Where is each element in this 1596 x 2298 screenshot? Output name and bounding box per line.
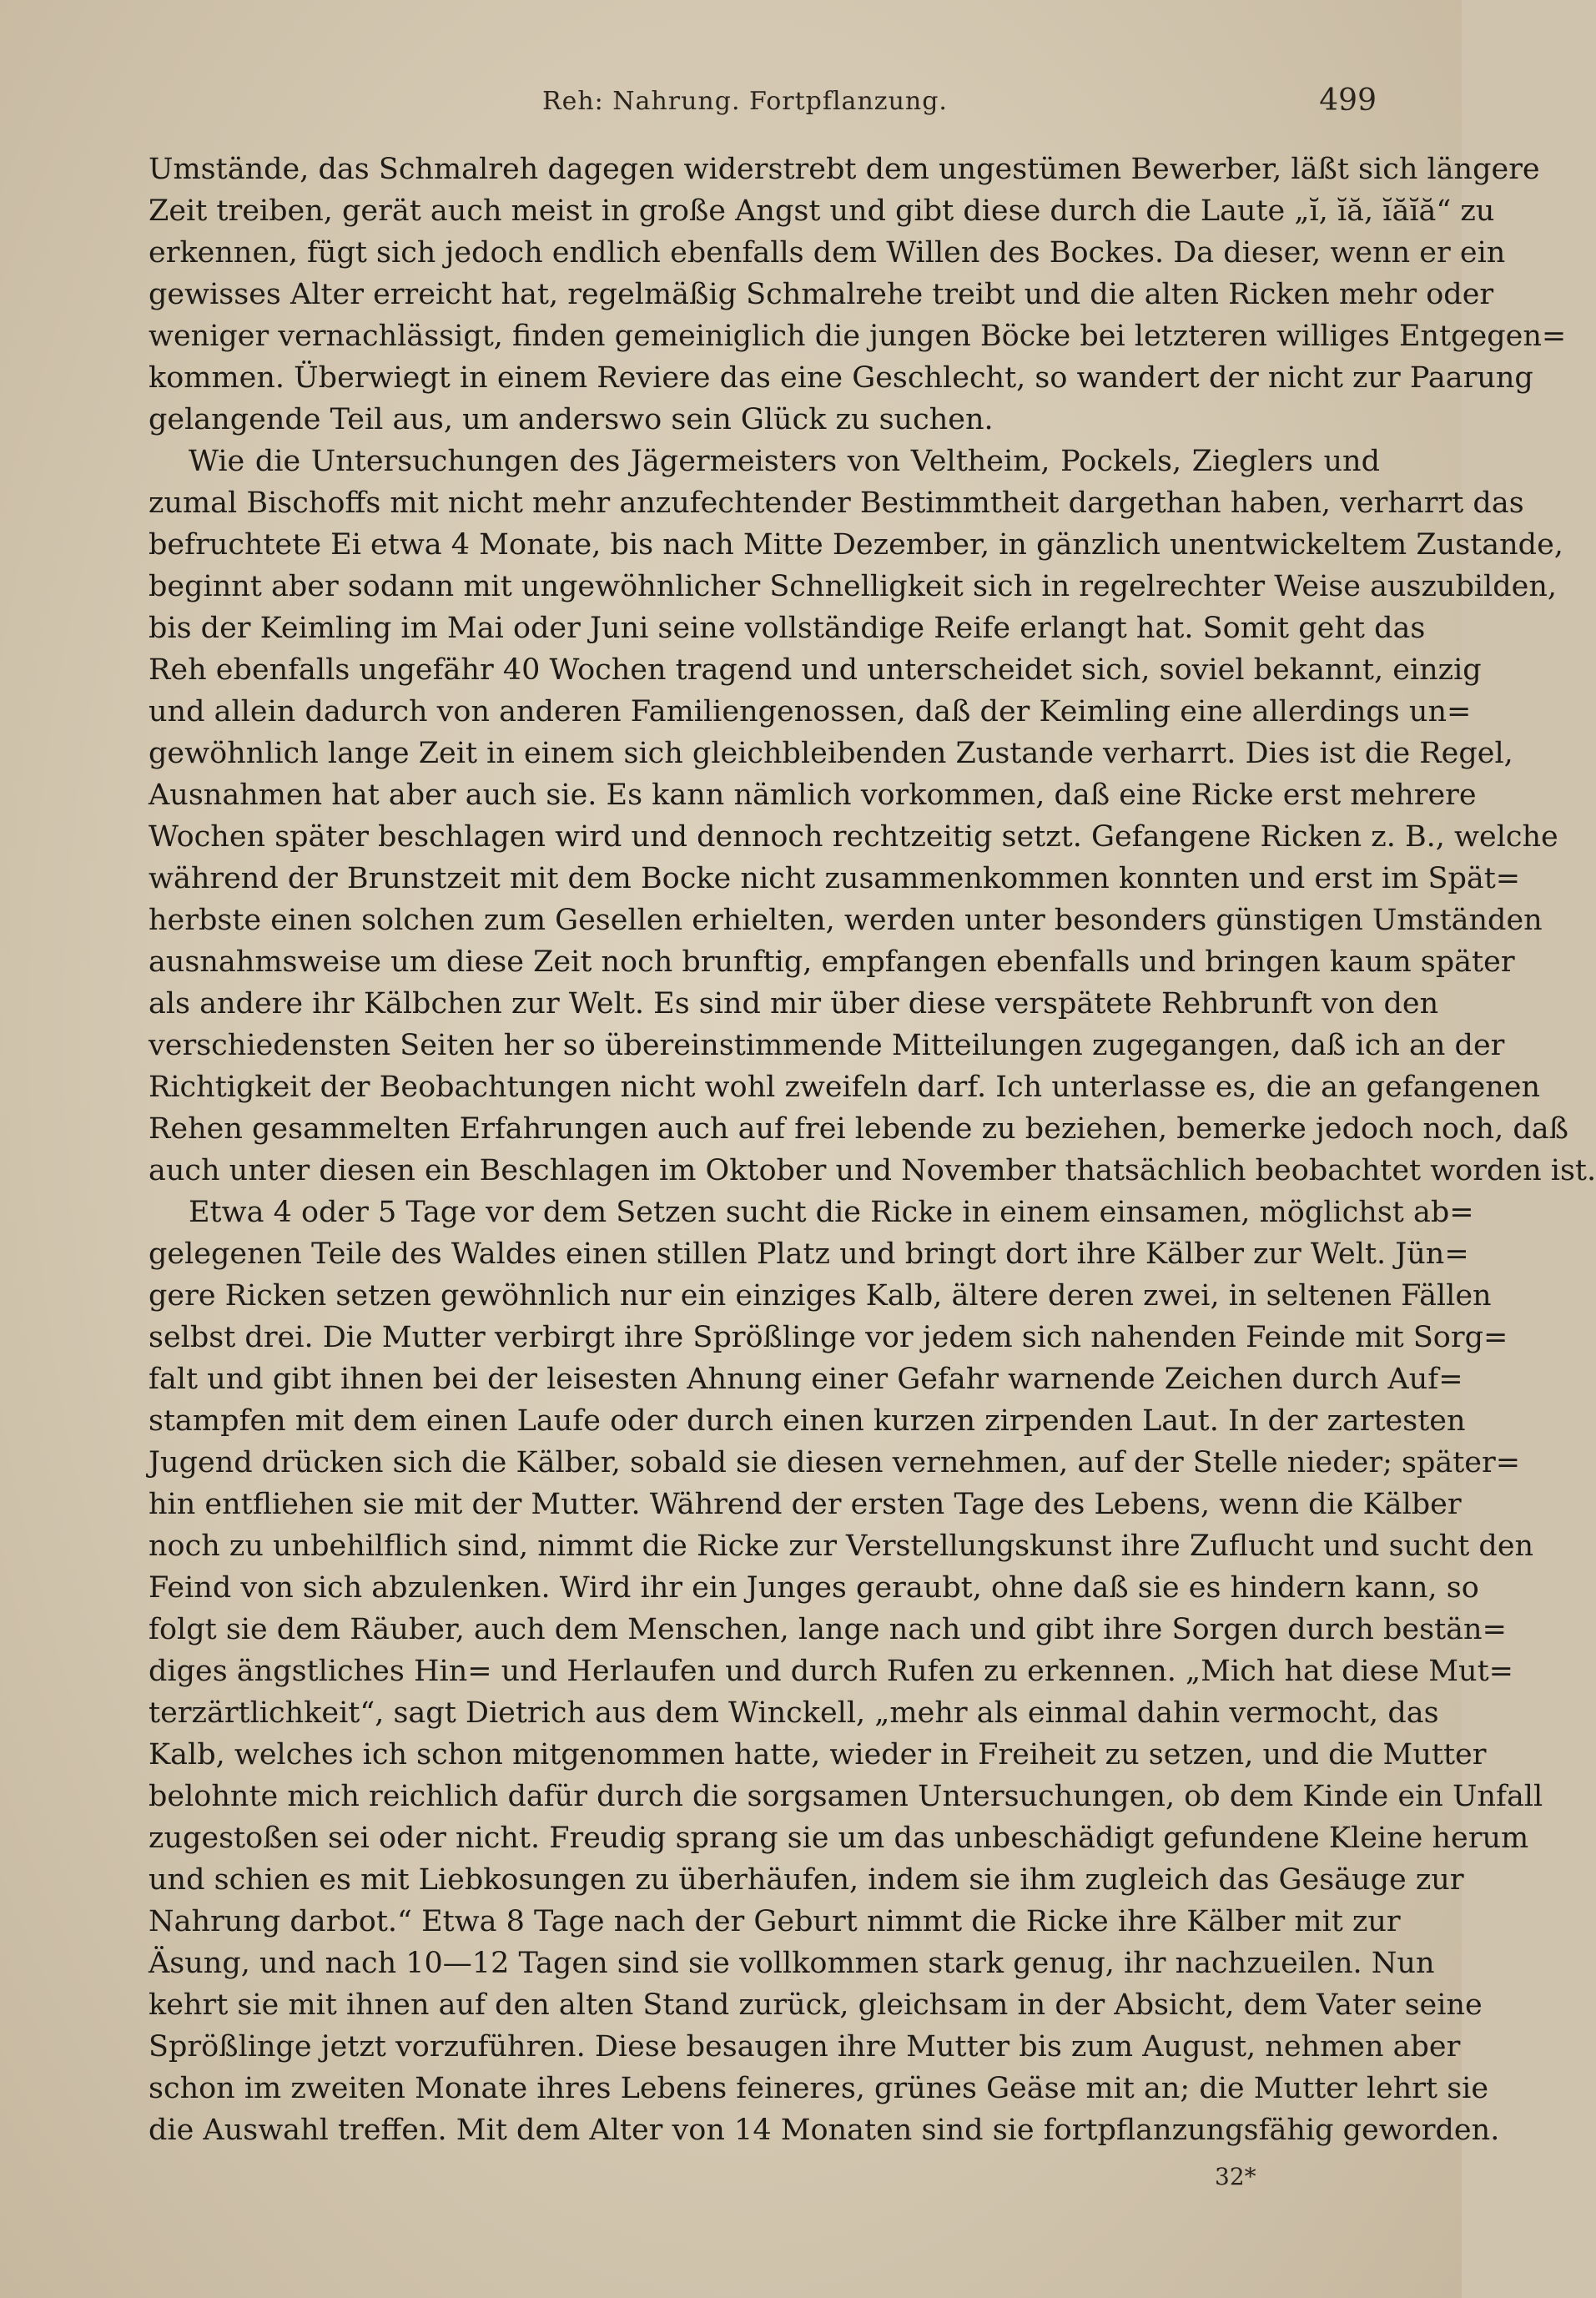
text-line: schon im zweiten Monate ihres Lebens feineres, grünes Geäse mit an; die Mutter lehrt sie [149,2072,1489,2105]
text-line: Nahrung darbot.“ Etwa 8 Tage nach der Geburt nimmt die Ricke ihre Kälber mit zur [149,1905,1401,1938]
text-line: beginnt aber sodann mit ungewöhnlicher Schnelligkeit sich in regelrechter Weise auszubilden, [149,570,1558,603]
text-line: hin entfliehen sie mit der Mutter. Während der ersten Tage des Lebens, wenn die Kälber [149,1488,1462,1521]
body-text [149,149,1596,2151]
text-line: auch unter diesen ein Beschlagen im Oktober und November thatsächlich beobachtet worden ist. [149,1154,1596,1187]
text-line: und allein dadurch von anderen Familiengenossen, daß der Keimling eine allerdings un= [149,695,1472,728]
text-line: noch zu unbehilflich sind, nimmt die Ricke zur Verstellungskunst ihre Zuflucht und sucht den [149,1529,1534,1563]
text-line: und schien es mit Liebkosungen zu überhäufen, indem sie ihm zugleich das Gesäuge zur [149,1863,1464,1897]
text-line: Reh ebenfalls ungefähr 40 Wochen tragend und unterscheidet sich, soviel bekannt, einzig [149,653,1482,687]
text-line: Jugend drücken sich die Kälber, sobald sie diesen vernehmen, auf der Stelle nieder; später= [149,1446,1521,1479]
text-line: gelegenen Teile des Waldes einen stillen Platz und bringt dort ihre Kälber zur Welt. Jün= [149,1237,1469,1271]
text-line: selbst drei. Die Mutter verbirgt ihre Sprößlinge vor jedem sich nahenden Feinde mit Sorg= [149,1321,1508,1354]
page-number: 499 [1319,83,1377,118]
text-line: gewisses Alter erreicht hat, regelmäßig Schmalrehe treibt und die alten Ricken mehr oder [149,278,1494,311]
text-line: weniger vernachlässigt, finden gemeiniglich die jungen Böcke bei letzteren williges Entgegen= [149,320,1567,353]
text-line: Etwa 4 oder 5 Tage vor dem Setzen sucht die Ricke in einem einsamen, möglichst ab= [189,1196,1474,1229]
text-line: erkennen, fügt sich jedoch endlich ebenfalls dem Willen des Bockes. Da dieser, wenn er ein [149,236,1506,270]
running-header [150,83,1377,123]
text-line: verschiedensten Seiten her so übereinstimmende Mitteilungen zugegangen, daß ich an der [149,1029,1505,1062]
text-line: als andere ihr Kälbchen zur Welt. Es sind mir über diese verspätete Rehbrunft von den [149,987,1439,1020]
paragraph [149,1192,1543,2151]
text-line: Zeit treiben, gerät auch meist in große Angst und gibt diese durch die Laute „ĭ, ĭă, ĭăĭă“ zu [149,194,1495,228]
text-line: Umstände, das Schmalreh dagegen widerstrebt dem ungestümen Bewerber, läßt sich längere [149,153,1540,186]
text-line: kehrt sie mit ihnen auf den alten Stand zurück, gleichsam in der Absicht, dem Vater seine [149,1988,1483,2022]
text-line: folgt sie dem Räuber, auch dem Menschen, lange nach und gibt ihre Sorgen durch bestän= [149,1613,1507,1646]
text-line: zugestoßen sei oder nicht. Freudig sprang sie um das unbeschädigt gefundene Kleine herum [149,1822,1529,1855]
text-line: Rehen gesammelten Erfahrungen auch auf frei lebende zu beziehen, bemerke jedoch noch, daß [149,1112,1568,1146]
text-line: Richtigkeit der Beobachtungen nicht wohl zweifeln darf. Ich unterlasse es, die an gefangenen [149,1071,1541,1104]
running-title: Reh: Nahrung. Fortpflanzung. [542,87,948,116]
text-line: zumal Bischoffs mit nicht mehr anzufechtender Bestimmtheit dargethan haben, verharrt das [149,486,1524,520]
paragraph [149,441,1596,1192]
text-line: gewöhnlich lange Zeit in einem sich gleichbleibenden Zustande verharrt. Dies ist die Regel, [149,737,1513,770]
text-line: kommen. Überwiegt in einem Reviere das eine Geschlecht, so wandert der nicht zur Paarung [149,361,1533,395]
text-line: stampfen mit dem einen Laufe oder durch einen kurzen zirpenden Laut. In der zartesten [149,1404,1466,1438]
text-line: gelangende Teil aus, um anderswo sein Glück zu suchen. [149,403,994,436]
text-line: Ausnahmen hat aber auch sie. Es kann nämlich vorkommen, daß eine Ricke erst mehrere [149,779,1477,812]
text-line: Feind von sich abzulenken. Wird ihr ein Junges geraubt, ohne daß sie es hindern kann, so [149,1571,1479,1605]
paragraph [149,149,1567,441]
text-line: Wie die Untersuchungen des Jägermeisters von Veltheim, Pockels, Zieglers und [189,445,1380,478]
text-line: Wochen später beschlagen wird und dennoch rechtzeitig setzt. Gefangene Ricken z. B., welche [149,820,1558,854]
text-line: Äsung, und nach 10—12 Tagen sind sie vollkommen stark genug, ihr nachzueilen. Nun [149,1947,1435,1980]
text-line: diges ängstliches Hin= und Herlaufen und durch Rufen zu erkennen. „Mich hat diese Mut= [149,1655,1513,1688]
text-line: bis der Keimling im Mai oder Juni seine vollständige Reife erlangt hat. Somit geht das [149,612,1426,645]
text-line: befruchtete Ei etwa 4 Monate, bis nach Mitte Dezember, in gänzlich unentwickeltem Zustande, [149,528,1563,562]
text-line: während der Brunstzeit mit dem Bocke nicht zusammenkommen konnten und erst im Spät= [149,862,1521,895]
text-line: terzärtlichkeit“, sagt Dietrich aus dem Winckell, „mehr als einmal dahin vermocht, das [149,1696,1439,1730]
text-line: falt und gibt ihnen bei der leisesten Ahnung einer Gefahr warnende Zeichen durch Auf= [149,1363,1463,1396]
text-line: ausnahmsweise um diese Zeit noch brunftig, empfangen ebenfalls und bringen kaum später [149,945,1515,979]
text-line: gere Ricken setzen gewöhnlich nur ein einziges Kalb, ältere deren zwei, in seltenen Fällen [149,1279,1492,1313]
text-line: herbste einen solchen zum Gesellen erhielten, werden unter besonders günstigen Umständen [149,904,1543,937]
signature-mark: 32* [1215,2163,1256,2190]
text-line: die Auswahl treffen. Mit dem Alter von 14 Monaten sind sie fortpflanzungsfähig geworden. [149,2114,1500,2147]
text-line: belohnte mich reichlich dafür durch die sorgsamen Untersuchungen, ob dem Kinde ein Unfall [149,1780,1543,1813]
text-line: Kalb, welches ich schon mitgenommen hatte, wieder in Freiheit zu setzen, und die Mutter [149,1738,1487,1771]
text-line: Sprößlinge jetzt vorzuführen. Diese besaugen ihre Mutter bis zum August, nehmen aber [149,2030,1461,2064]
